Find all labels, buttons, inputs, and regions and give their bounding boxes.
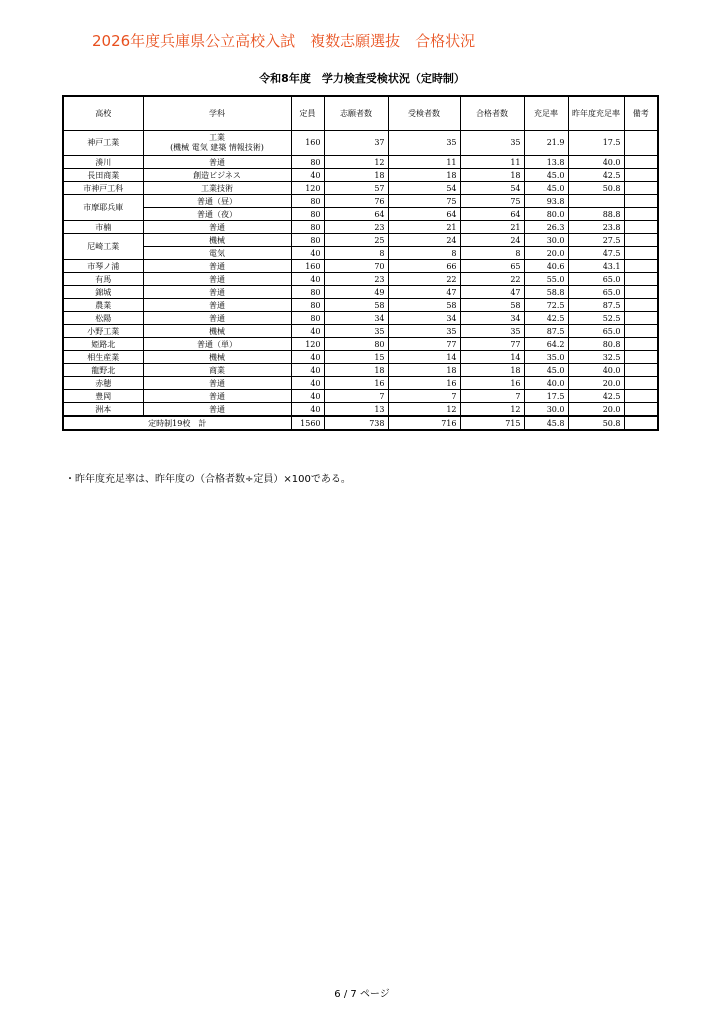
- rate-cell: 42.5: [524, 312, 568, 325]
- prev-rate-cell: 52.5: [568, 312, 624, 325]
- school-cell: 洲本: [63, 403, 143, 417]
- table-row: [63, 403, 658, 417]
- dept-cell: [143, 131, 291, 156]
- dept-label: 普通: [209, 391, 225, 401]
- examinees-cell: 54: [388, 182, 460, 195]
- capacity-cell: 80: [291, 221, 324, 234]
- passed-cell: 8: [460, 247, 524, 260]
- rate-cell: 72.5: [524, 299, 568, 312]
- dept-label: 商業: [209, 365, 225, 375]
- dept-cell: [143, 377, 291, 390]
- table-row: [63, 221, 658, 234]
- capacity-cell: 80: [291, 312, 324, 325]
- prev-rate-cell: 17.5: [568, 131, 624, 156]
- col-header-school: 高校: [63, 96, 143, 131]
- dept-label: 工業技術: [201, 183, 233, 193]
- rate-cell: 58.8: [524, 286, 568, 299]
- remarks-cell: [624, 351, 658, 364]
- examinees-cell: 12: [388, 403, 460, 417]
- prev-rate-cell: 20.0: [568, 403, 624, 417]
- dept-label: 普通: [209, 287, 225, 297]
- examinees-cell: 35: [388, 131, 460, 156]
- capacity-cell: 120: [291, 182, 324, 195]
- dept-cell: [143, 156, 291, 169]
- rate-cell: 13.8: [524, 156, 568, 169]
- rate-cell: 80.0: [524, 208, 568, 221]
- rate-cell: 45.0: [524, 182, 568, 195]
- prev-rate-cell: 65.0: [568, 273, 624, 286]
- dept-label: 普通（昼）: [197, 196, 237, 206]
- school-cell: 有馬: [63, 273, 143, 286]
- dept-label: 普通: [209, 300, 225, 310]
- dept-cell: [143, 351, 291, 364]
- capacity-cell: 40: [291, 390, 324, 403]
- rate-cell: 40.6: [524, 260, 568, 273]
- prev-rate-cell: 47.5: [568, 247, 624, 260]
- prev-rate-cell: 87.5: [568, 299, 624, 312]
- examinees-cell: 34: [388, 312, 460, 325]
- remarks-cell: [624, 325, 658, 338]
- passed-cell: 24: [460, 234, 524, 247]
- examinees-cell: 22: [388, 273, 460, 286]
- applicants-cell: 35: [324, 325, 388, 338]
- rate-cell: 45.0: [524, 364, 568, 377]
- table-row: [63, 247, 658, 260]
- dept-label: 機械: [209, 352, 225, 362]
- remarks-cell: [624, 273, 658, 286]
- col-header-dept: 学科: [143, 96, 291, 131]
- applicants-cell: 34: [324, 312, 388, 325]
- school-cell: 湊川: [63, 156, 143, 169]
- examinees-cell: 47: [388, 286, 460, 299]
- results-table: [62, 95, 659, 431]
- applicants-cell: 76: [324, 195, 388, 208]
- dept-label: 普通: [209, 261, 225, 271]
- table-row: [63, 338, 658, 351]
- remarks-cell: [624, 208, 658, 221]
- school-cell: 龍野北: [63, 364, 143, 377]
- table-row: [63, 273, 658, 286]
- passed-cell: 21: [460, 221, 524, 234]
- dept-label: 機械: [209, 235, 225, 245]
- applicants-cell: 13: [324, 403, 388, 417]
- rate-cell: 64.2: [524, 338, 568, 351]
- dept-cell: [143, 299, 291, 312]
- prev-rate-cell: 40.0: [568, 364, 624, 377]
- table-row: [63, 131, 658, 156]
- dept-label: 電気: [209, 248, 225, 258]
- school-cell: 市摩耶兵庫: [63, 195, 143, 221]
- passed-cell: 47: [460, 286, 524, 299]
- total-remarks-cell: [624, 416, 658, 430]
- dept-cell: [143, 364, 291, 377]
- school-cell: 小野工業: [63, 325, 143, 338]
- dept-cell: [143, 390, 291, 403]
- applicants-cell: 7: [324, 390, 388, 403]
- dept-label: 工業: [209, 133, 225, 142]
- capacity-cell: 40: [291, 351, 324, 364]
- dept-label: 普通: [209, 404, 225, 414]
- remarks-cell: [624, 403, 658, 417]
- applicants-cell: 18: [324, 364, 388, 377]
- footnote: ・昨年度充足率は、昨年度の（合格者数÷定員）×100である。: [65, 474, 351, 485]
- passed-cell: 35: [460, 131, 524, 156]
- total-prev-cell: 50.8: [568, 416, 624, 430]
- remarks-cell: [624, 234, 658, 247]
- dept-cell: [143, 195, 291, 208]
- rate-cell: 30.0: [524, 234, 568, 247]
- rate-cell: 17.5: [524, 390, 568, 403]
- applicants-cell: 15: [324, 351, 388, 364]
- examinees-cell: 24: [388, 234, 460, 247]
- dept-cell: [143, 221, 291, 234]
- page-header-title: 2026年度兵庫県公立高校入試 複数志願選抜 合格状況: [92, 32, 476, 50]
- school-cell: 姫路北: [63, 338, 143, 351]
- capacity-cell: 40: [291, 403, 324, 417]
- rate-cell: 21.9: [524, 131, 568, 156]
- passed-cell: 75: [460, 195, 524, 208]
- capacity-cell: 80: [291, 299, 324, 312]
- examinees-cell: 35: [388, 325, 460, 338]
- applicants-cell: 8: [324, 247, 388, 260]
- dept-cell: [143, 247, 291, 260]
- col-header-passed: 合格者数: [460, 96, 524, 131]
- applicants-cell: 23: [324, 221, 388, 234]
- passed-cell: 16: [460, 377, 524, 390]
- applicants-cell: 57: [324, 182, 388, 195]
- rate-cell: 40.0: [524, 377, 568, 390]
- capacity-cell: 40: [291, 169, 324, 182]
- remarks-cell: [624, 169, 658, 182]
- applicants-cell: 37: [324, 131, 388, 156]
- table-row: [63, 312, 658, 325]
- table-row: [63, 351, 658, 364]
- prev-rate-cell: 43.1: [568, 260, 624, 273]
- dept-cell: [143, 403, 291, 417]
- prev-rate-cell: [568, 195, 624, 208]
- table-row: [63, 390, 658, 403]
- dept-cell: [143, 273, 291, 286]
- col-header-capacity: 定員: [291, 96, 324, 131]
- passed-cell: 22: [460, 273, 524, 286]
- examinees-cell: 8: [388, 247, 460, 260]
- capacity-cell: 160: [291, 260, 324, 273]
- col-header-applicants: 志願者数: [324, 96, 388, 131]
- examinees-cell: 7: [388, 390, 460, 403]
- capacity-cell: 80: [291, 208, 324, 221]
- prev-rate-cell: 50.8: [568, 182, 624, 195]
- dept-cell: [143, 338, 291, 351]
- total-exam-cell: 716: [388, 416, 460, 430]
- total-label: 定時制19校 計: [63, 416, 291, 430]
- passed-cell: 54: [460, 182, 524, 195]
- table-row: [63, 182, 658, 195]
- passed-cell: 7: [460, 390, 524, 403]
- remarks-cell: [624, 364, 658, 377]
- dept-cell: [143, 208, 291, 221]
- dept-cell: [143, 286, 291, 299]
- school-cell: 赤穂: [63, 377, 143, 390]
- examinees-cell: 77: [388, 338, 460, 351]
- prev-rate-cell: 80.8: [568, 338, 624, 351]
- prev-rate-cell: 20.0: [568, 377, 624, 390]
- school-cell: 長田商業: [63, 169, 143, 182]
- applicants-cell: 23: [324, 273, 388, 286]
- dept-label: 普通（単）: [197, 339, 237, 349]
- prev-rate-cell: 42.5: [568, 169, 624, 182]
- applicants-cell: 12: [324, 156, 388, 169]
- remarks-cell: [624, 260, 658, 273]
- passed-cell: 12: [460, 403, 524, 417]
- school-cell: 市琴ノ浦: [63, 260, 143, 273]
- table-row: [63, 325, 658, 338]
- examinees-cell: 58: [388, 299, 460, 312]
- passed-cell: 64: [460, 208, 524, 221]
- table-row: [63, 377, 658, 390]
- school-cell: 市神戸工科: [63, 182, 143, 195]
- page-number: 6 / 7 ページ: [334, 989, 390, 1000]
- dept-cell: [143, 182, 291, 195]
- rate-cell: 30.0: [524, 403, 568, 417]
- remarks-cell: [624, 286, 658, 299]
- col-header-prev-rate: 昨年度充足率: [568, 96, 624, 131]
- school-cell: 相生産業: [63, 351, 143, 364]
- school-cell: 錦城: [63, 286, 143, 299]
- capacity-cell: 40: [291, 247, 324, 260]
- examinees-cell: 16: [388, 377, 460, 390]
- total-app-cell: 738: [324, 416, 388, 430]
- remarks-cell: [624, 195, 658, 208]
- dept-cell: [143, 169, 291, 182]
- capacity-cell: 80: [291, 234, 324, 247]
- passed-cell: 18: [460, 364, 524, 377]
- dept-label: 普通（夜）: [197, 209, 237, 219]
- dept-detail: (機械 電気 建築 情報技術): [170, 143, 264, 152]
- applicants-cell: 16: [324, 377, 388, 390]
- dept-cell: [143, 325, 291, 338]
- rate-cell: 55.0: [524, 273, 568, 286]
- examinees-cell: 18: [388, 169, 460, 182]
- rate-cell: 45.0: [524, 169, 568, 182]
- prev-rate-cell: 23.8: [568, 221, 624, 234]
- capacity-cell: 80: [291, 286, 324, 299]
- examinees-cell: 14: [388, 351, 460, 364]
- examinees-cell: 11: [388, 156, 460, 169]
- passed-cell: 65: [460, 260, 524, 273]
- col-header-remarks: 備考: [624, 96, 658, 131]
- table-row: [63, 364, 658, 377]
- total-cap-cell: 1560: [291, 416, 324, 430]
- school-cell: 尼崎工業: [63, 234, 143, 260]
- school-cell: 市楠: [63, 221, 143, 234]
- table-title: 令和8年度 学力検査受検状況（定時制）: [259, 72, 465, 85]
- rate-cell: 20.0: [524, 247, 568, 260]
- remarks-cell: [624, 390, 658, 403]
- applicants-cell: 25: [324, 234, 388, 247]
- school-cell: 松陽: [63, 312, 143, 325]
- table-row: [63, 195, 658, 208]
- dept-label: 普通: [209, 378, 225, 388]
- capacity-cell: 120: [291, 338, 324, 351]
- capacity-cell: 40: [291, 325, 324, 338]
- remarks-cell: [624, 377, 658, 390]
- capacity-cell: 40: [291, 377, 324, 390]
- prev-rate-cell: 42.5: [568, 390, 624, 403]
- remarks-cell: [624, 247, 658, 260]
- passed-cell: 18: [460, 169, 524, 182]
- examinees-cell: 64: [388, 208, 460, 221]
- prev-rate-cell: 27.5: [568, 234, 624, 247]
- remarks-cell: [624, 221, 658, 234]
- dept-label: 普通: [209, 222, 225, 232]
- applicants-cell: 18: [324, 169, 388, 182]
- dept-label: 普通: [209, 157, 225, 167]
- applicants-cell: 64: [324, 208, 388, 221]
- prev-rate-cell: 32.5: [568, 351, 624, 364]
- dept-cell: [143, 312, 291, 325]
- capacity-cell: 80: [291, 195, 324, 208]
- table-row: [63, 156, 658, 169]
- total-rate-cell: 45.8: [524, 416, 568, 430]
- school-cell: 農業: [63, 299, 143, 312]
- capacity-cell: 160: [291, 131, 324, 156]
- passed-cell: 34: [460, 312, 524, 325]
- table-row: [63, 234, 658, 247]
- remarks-cell: [624, 131, 658, 156]
- passed-cell: 11: [460, 156, 524, 169]
- table-row: [63, 208, 658, 221]
- remarks-cell: [624, 156, 658, 169]
- col-header-examinees: 受検者数: [388, 96, 460, 131]
- passed-cell: 35: [460, 325, 524, 338]
- prev-rate-cell: 65.0: [568, 286, 624, 299]
- prev-rate-cell: 88.8: [568, 208, 624, 221]
- applicants-cell: 80: [324, 338, 388, 351]
- remarks-cell: [624, 338, 658, 351]
- rate-cell: 87.5: [524, 325, 568, 338]
- table-row: [63, 169, 658, 182]
- examinees-cell: 21: [388, 221, 460, 234]
- capacity-cell: 80: [291, 156, 324, 169]
- school-cell: 豊岡: [63, 390, 143, 403]
- total-pass-cell: 715: [460, 416, 524, 430]
- rate-cell: 93.8: [524, 195, 568, 208]
- table-row: [63, 260, 658, 273]
- total-row: [63, 416, 658, 430]
- dept-cell: [143, 260, 291, 273]
- remarks-cell: [624, 299, 658, 312]
- applicants-cell: 58: [324, 299, 388, 312]
- dept-label: 普通: [209, 313, 225, 323]
- examinees-cell: 75: [388, 195, 460, 208]
- table-header-row: [63, 96, 658, 131]
- prev-rate-cell: 65.0: [568, 325, 624, 338]
- capacity-cell: 40: [291, 273, 324, 286]
- capacity-cell: 40: [291, 364, 324, 377]
- remarks-cell: [624, 182, 658, 195]
- col-header-rate: 充足率: [524, 96, 568, 131]
- table-row: [63, 286, 658, 299]
- school-cell: 神戸工業: [63, 131, 143, 156]
- dept-cell: [143, 234, 291, 247]
- passed-cell: 77: [460, 338, 524, 351]
- applicants-cell: 70: [324, 260, 388, 273]
- rate-cell: 26.3: [524, 221, 568, 234]
- prev-rate-cell: 40.0: [568, 156, 624, 169]
- table-row: [63, 299, 658, 312]
- rate-cell: 35.0: [524, 351, 568, 364]
- dept-label: 普通: [209, 274, 225, 284]
- remarks-cell: [624, 312, 658, 325]
- examinees-cell: 18: [388, 364, 460, 377]
- passed-cell: 58: [460, 299, 524, 312]
- dept-label: 創造ビジネス: [193, 170, 241, 180]
- dept-label: 機械: [209, 326, 225, 336]
- applicants-cell: 49: [324, 286, 388, 299]
- passed-cell: 14: [460, 351, 524, 364]
- examinees-cell: 66: [388, 260, 460, 273]
